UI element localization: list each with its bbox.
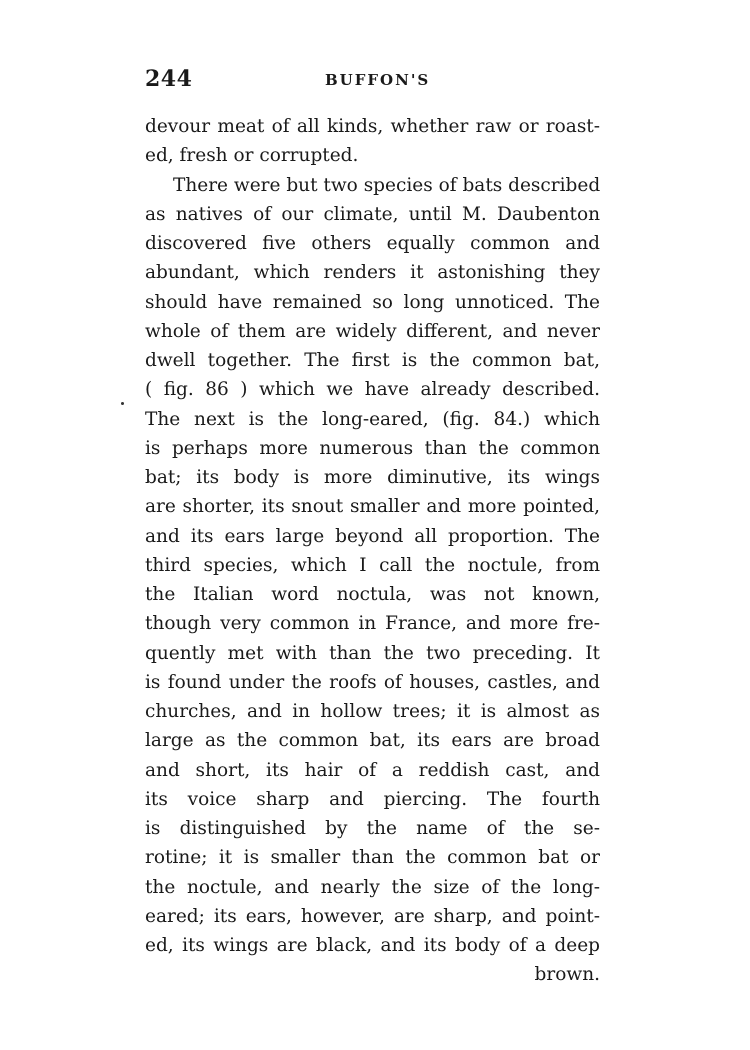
text-line: and short, its hair of a reddish cast, and [145,759,600,781]
text-line: There were but two species of bats described [173,174,601,196]
text-line: bat; its body is more diminutive, its wings [145,467,600,488]
text-line: abundant, which renders it astonishing they [145,262,600,284]
text-line: large as the common bat, its ears are broad [145,730,600,752]
text-line: is distinguished by the name of the se- [145,818,600,839]
text-line: should have remained so long unnoticed. The [145,291,600,313]
text-line: third species, which I call the noctule, from [145,554,600,576]
text-line: ed, its wings are black, and its body of a deep [145,935,600,956]
text-line: is perhaps more numerous than the common [145,437,600,459]
running-head: BUFFON'S [325,71,431,89]
text-line: are shorter, its snout smaller and more pointed, [145,496,600,518]
text-line: devour meat of all kinds, whether raw or roast- [145,116,600,137]
text-line: ed, fresh or corrupted. [145,145,359,167]
text-line: is found under the roofs of houses, castles, and [145,671,600,693]
text-line: quently met with than the two preceding. It [145,642,600,664]
margin-mark [121,402,124,405]
text-line: dwell together. The first is the common bat, [145,350,600,371]
page-number: 244 [145,66,193,92]
text-line: the noctule, and nearly the size of the long- [145,876,600,898]
page-header [145,66,600,96]
text-line: though very common in France, and more fre- [145,613,600,635]
text-line: churches, and in hollow trees; it is almost as [145,701,600,722]
text-line: and its ears large beyond all proportion. The [145,525,600,547]
text-line: its voice sharp and piercing. The fourth [145,788,600,810]
text-line: ( fig. 86 ) which we have already described. [145,379,600,401]
text-line: brown. [534,964,600,986]
text-line: as natives of our climate, until M. Daubenton [145,203,600,225]
text-line: rotine; it is smaller than the common bat or [145,847,600,869]
text-line: whole of them are widely different, and never [145,320,600,342]
text-line: the Italian word noctula, was not known, [145,584,600,605]
text-line: eared; its ears, however, are sharp, and point- [145,905,600,927]
text-line: The next is the long-eared, (fig. 84.) which [145,408,600,430]
text-line: discovered five others equally common and [145,233,600,254]
body-text [145,112,600,990]
